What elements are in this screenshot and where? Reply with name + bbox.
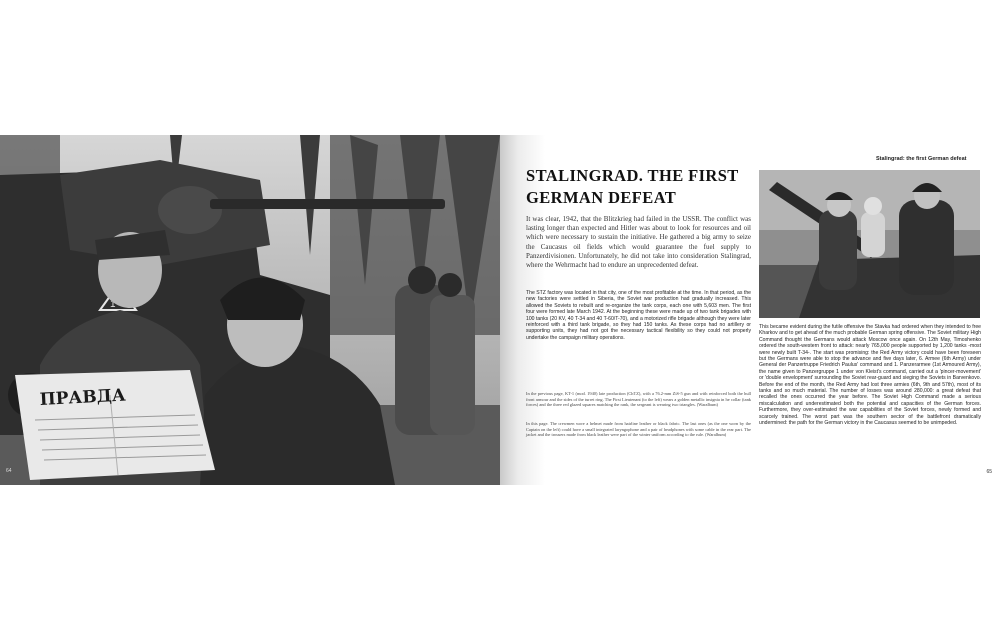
newspaper-title: ПРАВДА bbox=[39, 385, 127, 410]
tank-crew-photo bbox=[0, 135, 500, 485]
book-spread bbox=[0, 135, 1000, 485]
running-head: Stalingrad: the first German defeat bbox=[876, 156, 967, 162]
tank-crew-child-photo bbox=[759, 170, 980, 318]
page-number-left: 64 bbox=[6, 468, 12, 474]
tank-marking-number: 1 bbox=[110, 299, 116, 310]
body-text-column-1: The STZ factory was located in that city, one of the most profitable at the time. In that period, as the new factories were settled in Siberia, the Soviet war production had gradually increased. This allowed the Soviets to rebuilt and re-organize the tank corps, each one with 5,603 men. The first four were formed late March 1942. At the beginning these were made up of two tank brigades with 100 tanks (20 KV, 40 T-34 and 40 T-60/T-70), and a motorized rifle brigade although they were later reinforced with a third tank brigade, so they had 150 tanks. As these corps had no artillery or supporting units, they had not got the necessary tactical flexibility so they could not properly undertake the campaign military operations. bbox=[526, 290, 751, 341]
intro-paragraph: It was clear, 1942, that the Blitzkrieg had failed in the USSR. The conflict was lasting longer than expected and Hitler was about to look for resources and oil which were necessary to sustain the initiative. He gathered a big army to seize the Caucasus oil fields which would guarantee the fuel supply to Panzerdivisionen. Unfortunately, he did not take into consideration Stalingrad, where the Wehrmacht had to endure an unprecedented defeat. bbox=[526, 215, 751, 270]
chapter-title: STALINGRAD. THE FIRST GERMAN DEFEAT bbox=[526, 166, 739, 207]
caption-this-page: In this page. The crewmen wore a helmet made from hairline leather or black fabric. The last ones (as the one worn by the Captain on the left) could have a small integrated laryngophone and a pair of headphones with some cable in the rear part. The jacket and the trousers made from black leather were part of the winter uniform according to the rule. (Waralbum) bbox=[526, 421, 751, 438]
caption-previous-page: In the previous page, KT-1 (mod. 1940) late production (ChTZ), with a 76.2-mm ZiS-5 gun and with reinforced both the hull front armour and the sides of the turret ring. The First Lieutenant (to the left) wears a golden metallic insignia in he collar (tank forces) and the three red glazed squares matching the rank, the sergeant is wearing two triangles. (Waralbum) bbox=[526, 391, 751, 408]
page-number-right: 65 bbox=[986, 469, 992, 475]
right-page bbox=[500, 135, 1000, 485]
body-text-column-2: This became evident during the futile offensive the Stavka had ordered when they intended to free Kharkov and to get ahead of the much probable German spring offensive. The Soviet military High Command thought the Germans would attack Moscow once again. On 12th May, Timoshenko ordered the south-western front to attack: nearly 765,000 people supported by 1,200 tanks -most were newly built T-34-. The start was promising: the Red Army victory could have been foreseen but the Germans were able to stop the advance and five days later, 6. Armee (6th Army) under General der Panzertruppe Friedrich Paulus' command and 1. Panzerarmee (1st Armoured Army), the name given to Panzergruppe 1 under von Kleist's command, carried out a 'pincer-movement' or 'double envelopment' surrounding the Soviet rear-guard and sieging the Soviets in Barvenkovo. Before the end of the month, the Red Army had lost three armies (6th, 9th and 57th), most of its tanks and so much material. The number of losses was around 280,000: a great defeat that recalled the ones occurred the year before. The Soviet High Command made a serious miscalculation and underestimated both the potential and capacities of the German forces. Furthermore, they over-estimated the war capabilities of the Soviet forces, newly formed and scarcely trained. The worst part was the southern sector of the battlefront dramatically undermined: the path for the German victory in the Caucasus seemed to be unimpeded. bbox=[759, 324, 981, 427]
left-page bbox=[0, 135, 500, 485]
